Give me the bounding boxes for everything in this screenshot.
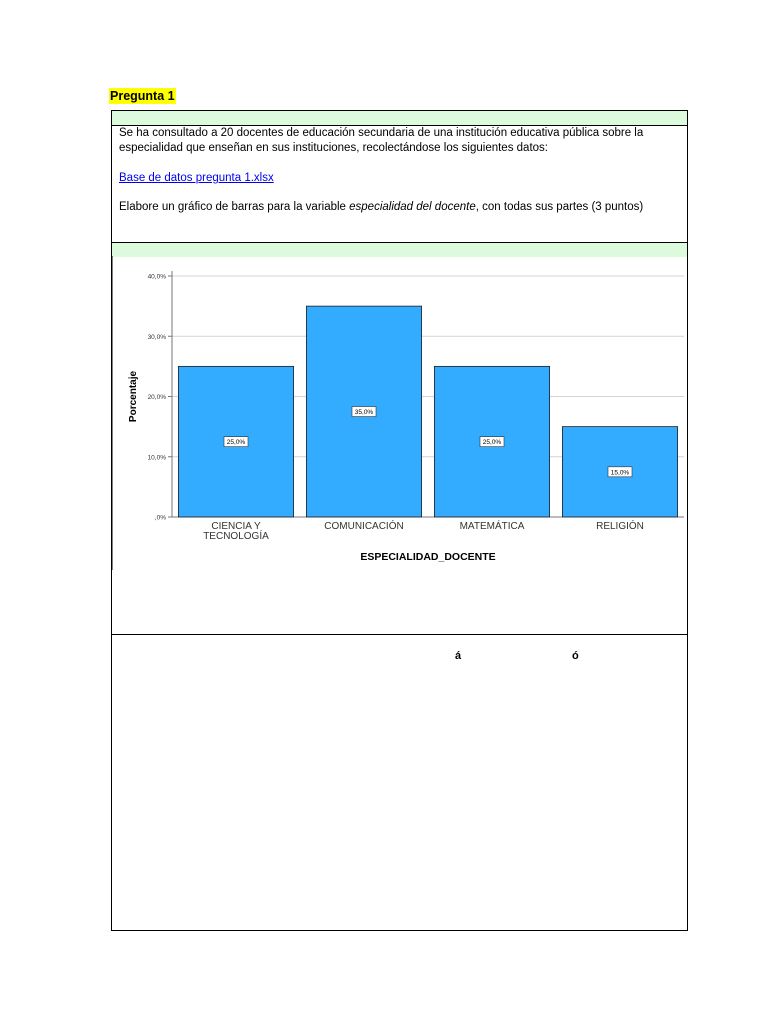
bar-chart	[112, 256, 688, 570]
instruction-emphasis: especialidad del docente	[349, 201, 476, 213]
y-tick-label: 30,0%	[147, 333, 166, 341]
y-axis-title: Porcentaje	[128, 370, 139, 423]
stray-char: ó	[572, 650, 579, 662]
data-label: 15,0%	[610, 469, 630, 477]
y-tick-label: ,0%	[154, 514, 166, 522]
x-tick-label: CIENCIA Y	[211, 521, 261, 532]
x-tick-label: RELIGIÓN	[596, 521, 644, 532]
instruction-paragraph	[119, 200, 681, 215]
x-tick-label: MATEMÁTICA	[459, 521, 525, 532]
data-link-row	[119, 171, 681, 186]
intro-paragraph: Se ha consultado a 20 docentes de educación secundaria de una institución educativa pública sobre la especialidad que enseñan en sus instituciones, recolectándose los siguientes datos:	[119, 127, 644, 154]
bar-chart-svg	[112, 256, 688, 570]
data-label: 35,0%	[354, 409, 374, 417]
y-tick-label: 20,0%	[147, 394, 166, 401]
instruction-text: Elabore un gráfico de barras para la variable	[119, 201, 350, 213]
x-tick-label: COMUNICACIÓN	[324, 521, 404, 532]
y-tick-label: 10,0%	[147, 454, 166, 462]
stray-char: á	[455, 650, 462, 662]
data-label: 25,0%	[226, 439, 246, 447]
data-file-link[interactable]: Base de datos pregunta 1.xlsx	[119, 172, 274, 184]
x-tick-label: TECNOLOGÍA	[203, 531, 269, 542]
question-title: Pregunta 1	[110, 89, 175, 103]
instruction-text-end: , con todas sus partes (3 puntos)	[475, 201, 644, 213]
header-band-top	[112, 111, 687, 125]
header-band-middle	[112, 243, 687, 257]
y-tick-label: 40,0%	[147, 273, 166, 281]
divider	[112, 634, 687, 635]
data-label: 25,0%	[482, 439, 502, 447]
x-axis-title: ESPECIALIDAD_DOCENTE	[360, 551, 496, 563]
